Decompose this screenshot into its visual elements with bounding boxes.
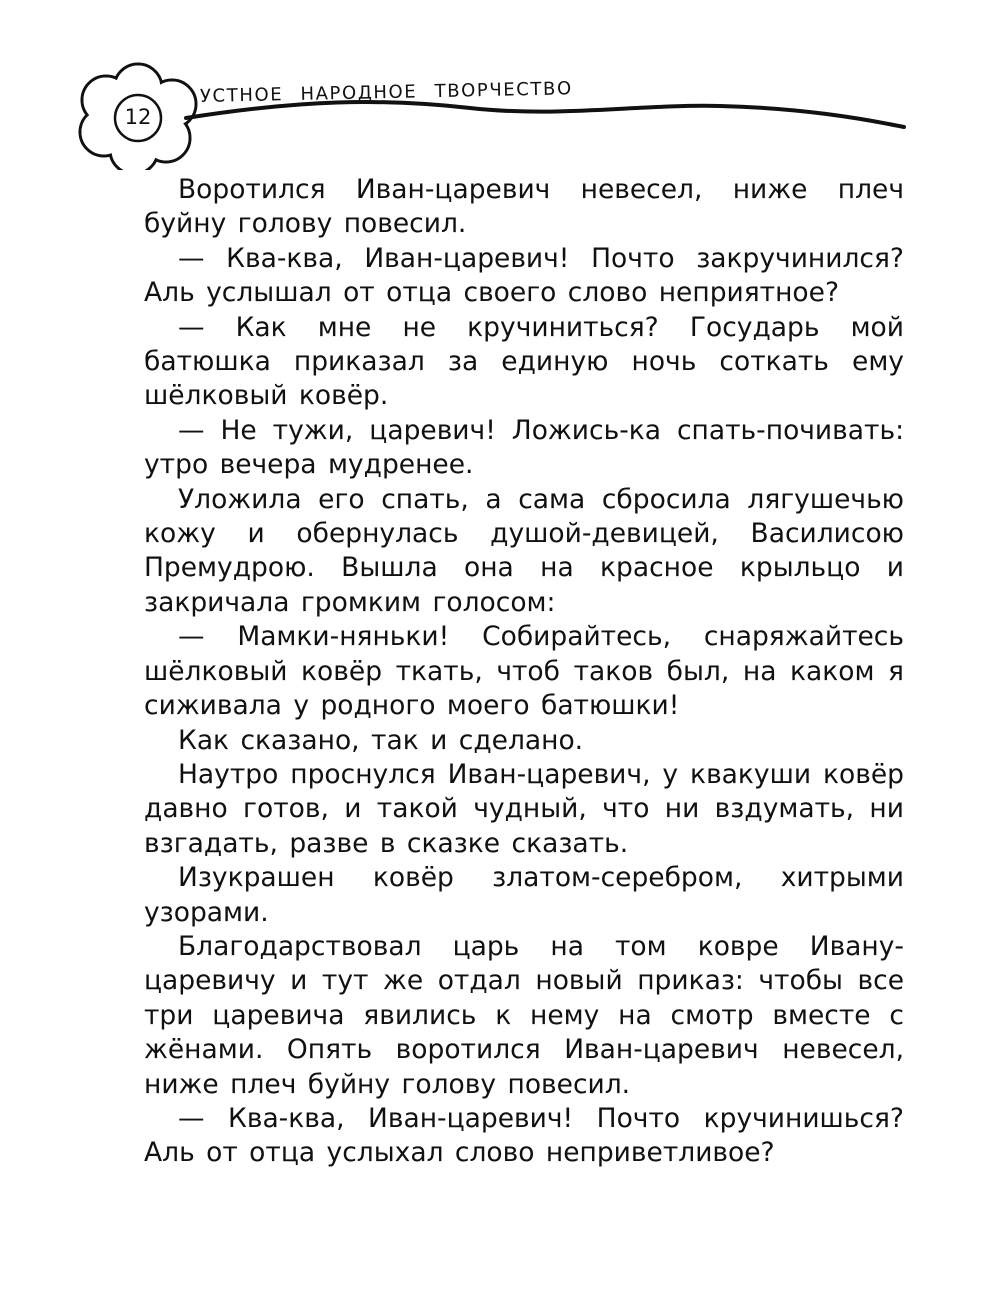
paragraph: — Ква-ква, Иван-царевич! Почто кручинишься? Аль от отца услыхал слово неприветливое? [144, 1102, 904, 1169]
section-title: УСТНОЕ НАРОДНОЕ ТВОРЧЕСТВО [199, 78, 573, 107]
paragraph: Уложила его спать, а сама сбросила лягушечью кожу и обернулась душой-девицей, Василисою Премудрою. Вышла она на красное крыльцо и закричала громким голосом: [144, 483, 904, 618]
paragraph: Благодарствовал царь на том ковре Ивану-царевичу и тут же отдал новый приказ: чтобы все три царевича явились к нему на смотр вместе с жёнами. Опять воротился Иван-царевич невесел, ниже плеч буйну голову повесил. [144, 930, 904, 1100]
paragraph: Как сказано, так и сделано. [178, 724, 584, 756]
paragraph: — Не тужи, царевич! Ложись-ка спать-почивать: утро вечера мудренее. [144, 414, 904, 481]
paragraph: Наутро проснулся Иван-царевич, у квакуши ковёр давно готов, и такой чудный, что ни вздумать, ни взгадать, разве в сказке сказать. [144, 758, 904, 859]
paragraph: — Как мне не кручиниться? Государь мой батюшка приказал за единую ночь соткать ему шёлковый ковёр. [144, 311, 904, 412]
paragraph: Изукрашен ковёр златом-серебром, хитрыми узорами. [144, 862, 904, 928]
story-text [144, 173, 904, 1171]
paragraph: — Мамки-няньки! Собирайтесь, снаряжайтесь шёлковый ковёр ткать, чтоб таков был, на каком я сиживала у родного моего батюшки! [144, 621, 904, 722]
page-header [0, 0, 987, 170]
paragraph: — Ква-ква, Иван-царевич! Почто закручинился? Аль услышал от отца своего слово неприятное? [144, 242, 904, 309]
page-number: 12 [124, 105, 152, 129]
paragraph: Воротился Иван-царевич невесел, ниже плеч буйну голову повесил. [144, 174, 904, 240]
wavy-line [186, 102, 904, 127]
